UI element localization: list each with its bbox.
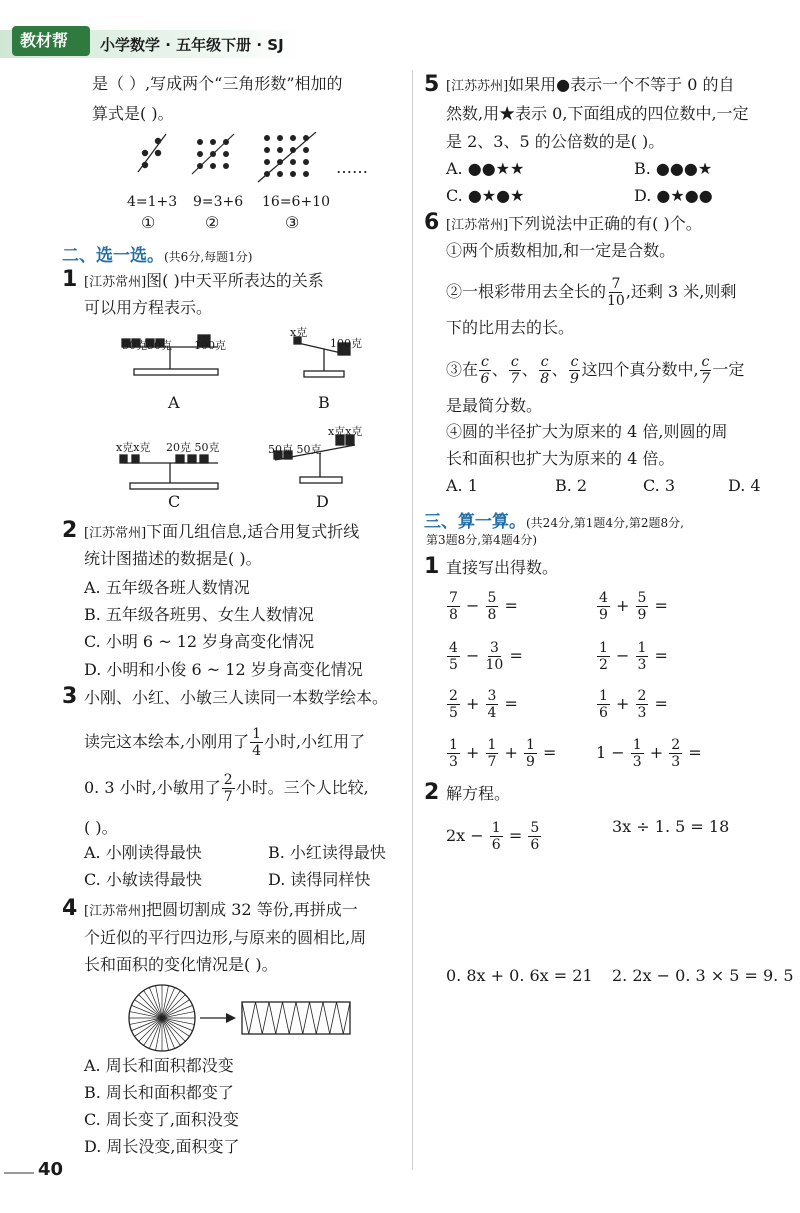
question-6-statement-3-cont: 是最简分数。	[446, 396, 543, 415]
fraction: $\frac{c}{9}$	[570, 354, 579, 387]
calc-2-number: 2	[424, 780, 440, 805]
question-5-option-b: B. ●●●★	[634, 159, 713, 178]
calc-8: 1 − $\frac{1}{3}$ + $\frac{2}{3}$ =	[596, 737, 702, 770]
question-5-option-d: D. ●★●●	[634, 186, 713, 205]
question-6-option-b: B. 2	[555, 476, 588, 495]
balance-a-left: 50克50克	[122, 339, 172, 352]
calc-expression: $\frac{4}{9}$ + $\frac{5}{9}$ =	[599, 590, 668, 623]
question-4-option-a: A. 周长和面积都没变	[84, 1056, 234, 1075]
dots-caption-3: 16=6+10	[262, 194, 330, 210]
calc-expression: $\frac{1}{2}$ − $\frac{1}{3}$ =	[599, 640, 668, 673]
question-3-line-1: 小刚、小红、小敏三人读同一本数学绘本。	[84, 688, 389, 707]
question-6-line-1: [江苏常州]下列说法中正确的有( )个。	[446, 214, 702, 233]
question-2-line-2: 统计图描述的数据是( )。	[84, 549, 262, 568]
question-6-statement-1: ①两个质数相加,和一定是合数。	[446, 241, 676, 260]
question-3-option-d: D. 读得同样快	[268, 870, 371, 889]
balance-b-label: B	[318, 393, 330, 412]
question-6-number: 6	[424, 210, 440, 235]
question-6-statement-2-cont: 下的比用去的长。	[446, 318, 575, 337]
question-2-line-1: [江苏常州]下面几组信息,适合用复式折线	[84, 522, 360, 541]
question-4-line-1: [江苏常州]把圆切割成 32 等份,再拼成一	[84, 900, 358, 919]
equation-2: 3x ÷ 1. 5 = 18	[612, 817, 730, 836]
balance-b-right: 100克	[330, 337, 362, 350]
fraction: $\frac{c}{8}$	[540, 354, 550, 387]
dots-caption-1: 4=1+3	[127, 194, 178, 210]
intro-line-2: 算式是( )。	[92, 104, 174, 123]
question-3-line-4: ( )。	[84, 818, 118, 837]
calc-expression: $\frac{7}{8}$ − $\frac{5}{8}$ =	[449, 590, 518, 623]
circle-to-parallelogram-figure	[126, 982, 356, 1054]
column-divider	[412, 70, 413, 1170]
dots-number-2: ②	[205, 213, 220, 232]
question-2-option-b: B. 五年级各班男、女生人数情况	[84, 605, 314, 624]
question-2-option-c: C. 小明 6 ~ 12 岁身高变化情况	[84, 632, 315, 651]
balance-d-left: 50克 50克	[268, 443, 322, 456]
question-4-option-c: C. 周长变了,面积没变	[84, 1110, 239, 1129]
question-3-option-a: A. 小刚读得最快	[84, 843, 202, 862]
fraction: $\frac{2}{7}$	[223, 772, 233, 805]
header-title: 小学数学 · 五年级下册 · SJ	[100, 36, 284, 54]
fraction: $\frac{1}{4}$	[252, 726, 262, 759]
calc-expression: $\frac{2}{5}$ + $\frac{3}{4}$ =	[449, 688, 518, 721]
balance-c-label: C	[168, 492, 181, 511]
question-3-number: 3	[62, 684, 78, 709]
calc-1-number: 1	[424, 554, 440, 579]
question-2-option-d: D. 小明和小俊 6 ~ 12 岁身高变化情况	[84, 660, 363, 679]
question-5-option-a: A. ●●★★	[446, 159, 525, 178]
section-2-title: 二、选一选。(共6分,每题1分)	[62, 246, 253, 266]
question-4-line-3: 长和面积的变化情况是( )。	[84, 955, 278, 974]
question-6-option-c: C. 3	[643, 476, 676, 495]
calc-expression: $\frac{1}{6}$ + $\frac{2}{3}$ =	[599, 688, 668, 721]
equation-1: 2x − $\frac{1}{6}$ = $\frac{5}{6}$	[446, 820, 540, 853]
balance-d-label: D	[316, 492, 329, 511]
question-5-line-3: 是 2、3、5 的公倍数的是( )。	[446, 132, 665, 151]
question-5-option-c: C. ●★●★	[446, 186, 525, 205]
page-footer-rule	[4, 1172, 34, 1174]
dots-ellipsis: ……	[336, 158, 368, 177]
question-6-statement-2: ②一根彩带用去全长的 $\frac{7}{10}$ ,还剩 3 米,则剩	[446, 276, 737, 309]
balance-c-right: 20克 50克	[166, 441, 220, 454]
header-badge-text: 教材帮	[20, 31, 69, 50]
fraction: $\frac{c}{6}$	[480, 354, 490, 387]
calc-expression: $\frac{4}{5}$ − $\frac{3}{10}$ =	[449, 640, 523, 673]
dots-number-3: ③	[285, 213, 300, 232]
calc-7: $\frac{1}{3}$ + $\frac{1}{7}$ + $\frac{1}{9}$ =	[449, 737, 557, 770]
balance-c-left: x克x克	[116, 441, 151, 454]
dots-number-1: ①	[141, 213, 156, 232]
calc-1-title: 直接写出得数。	[446, 558, 559, 577]
question-5-number: 5	[424, 72, 440, 97]
balance-b-left: x克	[290, 326, 308, 339]
equation-4: 2. 2x − 0. 3 × 5 = 9. 5	[612, 966, 794, 985]
question-1-number: 1	[62, 267, 78, 292]
fraction: $\frac{7}{10}$	[607, 276, 625, 309]
question-4-line-2: 个近似的平行四边形,与原来的圆相比,周	[84, 928, 367, 947]
intro-line-1: 是（ ）,写成两个“三角形数”相加的	[92, 74, 343, 93]
fraction: $\frac{c}{7}$	[700, 354, 710, 387]
balance-a-right: 100克	[194, 339, 226, 352]
section-3-note-2: 第3题8分,第4题4分)	[426, 533, 538, 547]
question-5-line-2: 然数,用★表示 0,下面组成的四位数中,一定	[446, 104, 749, 123]
question-1-line-2: 可以用方程表示。	[84, 298, 213, 317]
question-3-option-c: C. 小敏读得最快	[84, 870, 202, 889]
balance-d-right: x克x克	[328, 425, 363, 438]
question-6-option-d: D. 4	[728, 476, 761, 495]
question-6-statement-3: ③在 $\frac{c}{6}$ 、 $\frac{c}{7}$ 、 $\frac{c}{8}$ 、 $\frac{c}{9}$ 这四个真分数中, $\frac{c}{7}$ 一定	[446, 354, 745, 387]
section-3-title: 三、算一算。(共24分,第1题4分,第2题8分,	[424, 512, 684, 532]
question-3-line-3: 0. 3 小时,小敏用了 $\frac{2}{7}$ 小时。三个人比较,	[84, 772, 369, 805]
question-4-option-b: B. 周长和面积都变了	[84, 1083, 234, 1102]
fraction: $\frac{c}{7}$	[510, 354, 520, 387]
equation-3: 0. 8x + 0. 6x = 21	[446, 966, 593, 985]
question-6-statement-4-cont: 长和面积也扩大为原来的 4 倍。	[446, 449, 675, 468]
question-4-option-d: D. 周长没变,面积变了	[84, 1137, 240, 1156]
question-3-option-b: B. 小红读得最快	[268, 843, 386, 862]
calc-2-title: 解方程。	[446, 784, 511, 803]
question-3-line-2: 读完这本绘本,小刚用了 $\frac{1}{4}$ 小时,小红用了	[84, 726, 366, 759]
question-6-statement-4: ④圆的半径扩大为原来的 4 倍,则圆的周	[446, 422, 728, 441]
page-number: 40	[38, 1159, 64, 1180]
balance-a-label: A	[168, 393, 180, 412]
question-2-number: 2	[62, 518, 78, 543]
question-6-option-a: A. 1	[446, 476, 478, 495]
dots-caption-2: 9=3+6	[193, 194, 244, 210]
question-4-number: 4	[62, 896, 78, 921]
question-1-line-1: [江苏常州]图( )中天平所表达的关系	[84, 271, 324, 290]
question-5-line-1: [江苏苏州]如果用●表示一个不等于 0 的自	[446, 75, 735, 94]
question-2-option-a: A. 五年级各班人数情况	[84, 578, 250, 597]
